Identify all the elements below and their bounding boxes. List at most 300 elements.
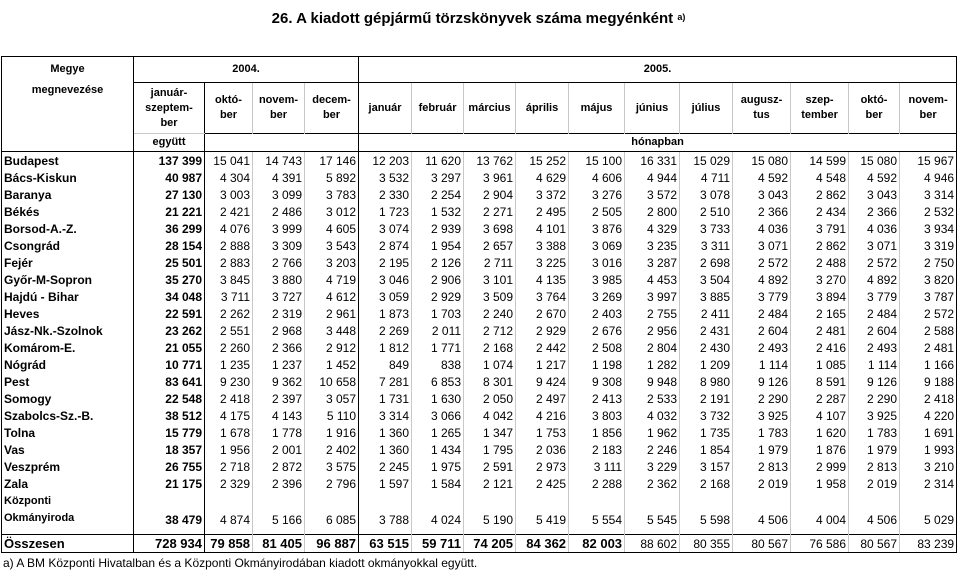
month-value: 1 979 bbox=[849, 441, 900, 458]
month-value: 3 388 bbox=[516, 237, 569, 254]
month-value: 2 183 bbox=[569, 441, 625, 458]
jan-sep-total: 10 771 bbox=[134, 356, 205, 373]
header-jan-sep: január- szeptem- ber bbox=[134, 83, 205, 134]
month-value: 3 059 bbox=[359, 288, 412, 305]
jan-sep-total: 25 501 bbox=[134, 254, 205, 271]
month-value: 3 309 bbox=[253, 237, 305, 254]
month-value: 2 168 bbox=[680, 475, 733, 492]
month-value: 4 548 bbox=[791, 169, 849, 186]
total-value: 82 003 bbox=[569, 535, 625, 553]
month-value: 2 698 bbox=[680, 254, 733, 271]
month-value: 1 993 bbox=[900, 441, 957, 458]
month-value: 849 bbox=[359, 356, 412, 373]
month-value: 2 488 bbox=[791, 254, 849, 271]
month-value: 1 597 bbox=[359, 475, 412, 492]
jan-sep-total: 34 048 bbox=[134, 288, 205, 305]
month-value: 3 066 bbox=[412, 407, 464, 424]
month-value: 2 676 bbox=[569, 322, 625, 339]
month-value: 14 599 bbox=[791, 152, 849, 170]
month-value: 2 862 bbox=[791, 186, 849, 203]
header-2005: 2005. bbox=[359, 57, 957, 83]
month-value: 2 481 bbox=[791, 322, 849, 339]
month-value: 2 246 bbox=[625, 441, 680, 458]
month-value: 1 956 bbox=[205, 441, 253, 458]
month-value: 2 366 bbox=[849, 203, 900, 220]
header-month-2005: novem- ber bbox=[900, 83, 957, 134]
month-value: 7 281 bbox=[359, 373, 412, 390]
month-value: 5 598 bbox=[680, 492, 733, 528]
month-value: 3 803 bbox=[569, 407, 625, 424]
table-row bbox=[2, 186, 957, 203]
month-value: 4 944 bbox=[625, 169, 680, 186]
month-value: 2 019 bbox=[849, 475, 900, 492]
month-value: 2 495 bbox=[516, 203, 569, 220]
table-row bbox=[2, 203, 957, 220]
month-value: 5 110 bbox=[305, 407, 359, 424]
month-value: 1 620 bbox=[791, 424, 849, 441]
month-value: 1 678 bbox=[205, 424, 253, 441]
table-row bbox=[2, 271, 957, 288]
month-value: 3 532 bbox=[359, 169, 412, 186]
month-value: 1 114 bbox=[849, 356, 900, 373]
month-value: 3 845 bbox=[205, 271, 253, 288]
month-value: 4 135 bbox=[516, 271, 569, 288]
month-value: 3 997 bbox=[625, 288, 680, 305]
table-row bbox=[2, 169, 957, 186]
month-value: 4 606 bbox=[569, 169, 625, 186]
month-value: 4 036 bbox=[733, 220, 791, 237]
header-month-2005: február bbox=[412, 83, 464, 134]
month-value: 2 493 bbox=[733, 339, 791, 356]
month-value: 2 418 bbox=[900, 390, 957, 407]
month-value: 4 506 bbox=[849, 492, 900, 528]
month-value: 2 711 bbox=[464, 254, 516, 271]
month-value: 4 506 bbox=[733, 492, 791, 528]
month-value: 2 484 bbox=[849, 305, 900, 322]
month-value: 3 876 bbox=[569, 220, 625, 237]
month-value: 2 956 bbox=[625, 322, 680, 339]
month-value: 2 939 bbox=[412, 220, 464, 237]
jan-sep-total: 137 399 bbox=[134, 152, 205, 170]
month-value: 3 225 bbox=[516, 254, 569, 271]
month-value: 1 074 bbox=[464, 356, 516, 373]
jan-sep-total: 21 175 bbox=[134, 475, 205, 492]
month-value: 9 948 bbox=[625, 373, 680, 390]
month-value: 2 973 bbox=[516, 458, 569, 475]
month-value: 3 880 bbox=[253, 271, 305, 288]
month-value: 2 874 bbox=[359, 237, 412, 254]
month-value: 2 486 bbox=[253, 203, 305, 220]
month-value: 2 813 bbox=[733, 458, 791, 475]
table-row bbox=[2, 407, 957, 424]
county-name: Tolna bbox=[2, 424, 134, 441]
month-value: 2 362 bbox=[625, 475, 680, 492]
month-value: 4 946 bbox=[900, 169, 957, 186]
header-month-2005: októ- ber bbox=[849, 83, 900, 134]
month-value: 2 271 bbox=[464, 203, 516, 220]
jan-sep-total: 35 270 bbox=[134, 271, 205, 288]
total-value: 80 567 bbox=[849, 535, 900, 553]
total-value: 96 887 bbox=[305, 535, 359, 553]
header-month-2004: októ- ber bbox=[205, 83, 253, 134]
month-value: 4 592 bbox=[849, 169, 900, 186]
month-value: 3 572 bbox=[625, 186, 680, 203]
month-value: 838 bbox=[412, 356, 464, 373]
month-value: 2 484 bbox=[733, 305, 791, 322]
month-value: 4 711 bbox=[680, 169, 733, 186]
month-value: 2 245 bbox=[359, 458, 412, 475]
total-value: 83 239 bbox=[900, 535, 957, 553]
month-value: 4 892 bbox=[733, 271, 791, 288]
month-value: 2 413 bbox=[569, 390, 625, 407]
county-name: Vas bbox=[2, 441, 134, 458]
month-value: 3 071 bbox=[733, 237, 791, 254]
month-value: 3 311 bbox=[680, 237, 733, 254]
month-value: 5 166 bbox=[253, 492, 305, 528]
month-value: 3 894 bbox=[791, 288, 849, 305]
month-value: 4 391 bbox=[253, 169, 305, 186]
month-value: 2 670 bbox=[516, 305, 569, 322]
month-value: 2 126 bbox=[412, 254, 464, 271]
month-value: 2 240 bbox=[464, 305, 516, 322]
month-value: 10 658 bbox=[305, 373, 359, 390]
county-name: Veszprém bbox=[2, 458, 134, 475]
table-row bbox=[2, 373, 957, 390]
month-value: 3 698 bbox=[464, 220, 516, 237]
header-row-units bbox=[2, 134, 957, 152]
data-table bbox=[1, 56, 957, 553]
month-value: 1 434 bbox=[412, 441, 464, 458]
month-value: 4 605 bbox=[305, 220, 359, 237]
month-value: 1 584 bbox=[412, 475, 464, 492]
month-value: 2 396 bbox=[253, 475, 305, 492]
month-value: 2 290 bbox=[849, 390, 900, 407]
month-value: 14 743 bbox=[253, 152, 305, 170]
month-value: 2 551 bbox=[205, 322, 253, 339]
county-name: Fejér bbox=[2, 254, 134, 271]
month-value: 1 856 bbox=[569, 424, 625, 441]
month-value: 3 229 bbox=[625, 458, 680, 475]
table-row bbox=[2, 475, 957, 492]
month-value: 15 029 bbox=[680, 152, 733, 170]
month-value: 1 753 bbox=[516, 424, 569, 441]
month-value: 1 282 bbox=[625, 356, 680, 373]
month-value: 2 572 bbox=[900, 305, 957, 322]
county-name: Somogy bbox=[2, 390, 134, 407]
month-value: 16 331 bbox=[625, 152, 680, 170]
month-value: 2 254 bbox=[412, 186, 464, 203]
month-value: 2 425 bbox=[516, 475, 569, 492]
month-value: 15 041 bbox=[205, 152, 253, 170]
month-value: 3 575 bbox=[305, 458, 359, 475]
month-value: 5 190 bbox=[464, 492, 516, 528]
month-value: 4 453 bbox=[625, 271, 680, 288]
jan-sep-total: 27 130 bbox=[134, 186, 205, 203]
month-value: 3 157 bbox=[680, 458, 733, 475]
month-value: 3 046 bbox=[359, 271, 412, 288]
month-value: 2 290 bbox=[733, 390, 791, 407]
county-name: Budapest bbox=[2, 152, 134, 170]
month-value: 15 252 bbox=[516, 152, 569, 170]
header-blank-2004 bbox=[205, 134, 359, 152]
month-value: 3 314 bbox=[359, 407, 412, 424]
month-value: 2 411 bbox=[680, 305, 733, 322]
month-value: 13 762 bbox=[464, 152, 516, 170]
month-value: 4 592 bbox=[733, 169, 791, 186]
month-value: 3 071 bbox=[849, 237, 900, 254]
month-value: 4 304 bbox=[205, 169, 253, 186]
county-name: Borsod-A.-Z. bbox=[2, 220, 134, 237]
month-value: 2 416 bbox=[791, 339, 849, 356]
month-value: 5 545 bbox=[625, 492, 680, 528]
jan-sep-total: 26 755 bbox=[134, 458, 205, 475]
month-value: 2 329 bbox=[205, 475, 253, 492]
county-name: Baranya bbox=[2, 186, 134, 203]
county-name: Bács-Kiskun bbox=[2, 169, 134, 186]
header-month-2005: július bbox=[680, 83, 733, 134]
month-value: 1 954 bbox=[412, 237, 464, 254]
month-value: 2 718 bbox=[205, 458, 253, 475]
month-value: 1 085 bbox=[791, 356, 849, 373]
month-value: 3 043 bbox=[733, 186, 791, 203]
month-value: 2 269 bbox=[359, 322, 412, 339]
month-value: 5 029 bbox=[900, 492, 957, 528]
jan-sep-total: 38 512 bbox=[134, 407, 205, 424]
month-value: 2 572 bbox=[733, 254, 791, 271]
month-value: 3 727 bbox=[253, 288, 305, 305]
month-value: 1 360 bbox=[359, 424, 412, 441]
month-value: 4 175 bbox=[205, 407, 253, 424]
month-value: 2 588 bbox=[900, 322, 957, 339]
month-value: 4 892 bbox=[849, 271, 900, 288]
total-value: 59 711 bbox=[412, 535, 464, 553]
header-month-2004: novem- ber bbox=[253, 83, 305, 134]
month-value: 1 114 bbox=[733, 356, 791, 373]
month-value: 2 999 bbox=[791, 458, 849, 475]
month-value: 1 778 bbox=[253, 424, 305, 441]
month-value: 9 126 bbox=[849, 373, 900, 390]
county-name: Békés bbox=[2, 203, 134, 220]
month-value: 3 787 bbox=[900, 288, 957, 305]
month-value: 9 308 bbox=[569, 373, 625, 390]
month-value: 2 366 bbox=[733, 203, 791, 220]
table-title bbox=[0, 10, 957, 28]
month-value: 9 424 bbox=[516, 373, 569, 390]
month-value: 2 288 bbox=[569, 475, 625, 492]
month-value: 4 143 bbox=[253, 407, 305, 424]
total-value: 74 205 bbox=[464, 535, 516, 553]
month-value: 2 421 bbox=[205, 203, 253, 220]
month-value: 2 036 bbox=[516, 441, 569, 458]
month-value: 3 925 bbox=[733, 407, 791, 424]
month-value: 3 783 bbox=[305, 186, 359, 203]
month-value: 1 958 bbox=[791, 475, 849, 492]
month-value: 3 269 bbox=[569, 288, 625, 305]
county-name: Komárom-E. bbox=[2, 339, 134, 356]
month-value: 11 620 bbox=[412, 152, 464, 170]
jan-sep-total: 15 779 bbox=[134, 424, 205, 441]
header-month-2005: április bbox=[516, 83, 569, 134]
month-value: 4 874 bbox=[205, 492, 253, 528]
month-value: 2 572 bbox=[849, 254, 900, 271]
month-value: 2 872 bbox=[253, 458, 305, 475]
month-value: 2 319 bbox=[253, 305, 305, 322]
month-value: 1 916 bbox=[305, 424, 359, 441]
header-blank bbox=[2, 134, 134, 152]
month-value: 3 934 bbox=[900, 220, 957, 237]
month-value: 3 101 bbox=[464, 271, 516, 288]
jan-sep-total: 40 987 bbox=[134, 169, 205, 186]
month-value: 3 276 bbox=[569, 186, 625, 203]
month-value: 4 107 bbox=[791, 407, 849, 424]
month-value: 4 612 bbox=[305, 288, 359, 305]
total-value: 79 858 bbox=[205, 535, 253, 553]
month-value: 9 188 bbox=[900, 373, 957, 390]
month-value: 4 719 bbox=[305, 271, 359, 288]
county-name: Központi Okmányiroda bbox=[2, 492, 134, 528]
month-value: 4 042 bbox=[464, 407, 516, 424]
footnote: a) A BM Központi Hivatalban és a Központi Okmányirodában kiadott okmányokkal együtt. bbox=[3, 556, 478, 570]
county-name: Szabolcs-Sz.-B. bbox=[2, 407, 134, 424]
month-value: 2 961 bbox=[305, 305, 359, 322]
header-month-2005: augusz- tus bbox=[733, 83, 791, 134]
month-value: 2 906 bbox=[412, 271, 464, 288]
county-name: Heves bbox=[2, 305, 134, 322]
month-value: 15 967 bbox=[900, 152, 957, 170]
header-month-2005: március bbox=[464, 83, 516, 134]
month-value: 15 080 bbox=[849, 152, 900, 170]
month-value: 4 220 bbox=[900, 407, 957, 424]
month-value: 1 735 bbox=[680, 424, 733, 441]
month-value: 1 703 bbox=[412, 305, 464, 322]
month-value: 9 362 bbox=[253, 373, 305, 390]
month-value: 15 080 bbox=[733, 152, 791, 170]
month-value: 3 069 bbox=[569, 237, 625, 254]
header-egyutt: együtt bbox=[134, 134, 205, 152]
month-value: 2 604 bbox=[849, 322, 900, 339]
total-value: 88 602 bbox=[625, 535, 680, 553]
month-value: 4 216 bbox=[516, 407, 569, 424]
month-value: 1 812 bbox=[359, 339, 412, 356]
month-value: 1 731 bbox=[359, 390, 412, 407]
table-row bbox=[2, 288, 957, 305]
month-value: 9 230 bbox=[205, 373, 253, 390]
month-value: 3 297 bbox=[412, 169, 464, 186]
month-value: 3 925 bbox=[849, 407, 900, 424]
month-value: 3 509 bbox=[464, 288, 516, 305]
total-row bbox=[2, 535, 957, 553]
table-row bbox=[2, 220, 957, 237]
month-value: 2 968 bbox=[253, 322, 305, 339]
table-row bbox=[2, 322, 957, 339]
title-footnote-mark: a) bbox=[677, 12, 686, 22]
month-value: 5 419 bbox=[516, 492, 569, 528]
month-value: 2 481 bbox=[900, 339, 957, 356]
month-value: 2 888 bbox=[205, 237, 253, 254]
month-value: 3 012 bbox=[305, 203, 359, 220]
month-value: 2 712 bbox=[464, 322, 516, 339]
header-row-years bbox=[2, 57, 957, 83]
month-value: 2 604 bbox=[733, 322, 791, 339]
jan-sep-total: 728 934 bbox=[134, 535, 205, 553]
month-value: 3 764 bbox=[516, 288, 569, 305]
month-value: 2 929 bbox=[412, 288, 464, 305]
table-row bbox=[2, 356, 957, 373]
month-value: 2 510 bbox=[680, 203, 733, 220]
total-value: 80 567 bbox=[733, 535, 791, 553]
month-value: 2 796 bbox=[305, 475, 359, 492]
month-value: 2 750 bbox=[900, 254, 957, 271]
month-value: 1 237 bbox=[253, 356, 305, 373]
month-value: 1 771 bbox=[412, 339, 464, 356]
jan-sep-total: 21 055 bbox=[134, 339, 205, 356]
month-value: 1 360 bbox=[359, 441, 412, 458]
month-value: 1 783 bbox=[849, 424, 900, 441]
header-row-months bbox=[2, 83, 957, 134]
month-value: 2 403 bbox=[569, 305, 625, 322]
month-value: 3 711 bbox=[205, 288, 253, 305]
month-value: 2 533 bbox=[625, 390, 680, 407]
month-value: 1 723 bbox=[359, 203, 412, 220]
table-row bbox=[2, 424, 957, 441]
month-value: 1 630 bbox=[412, 390, 464, 407]
month-value: 2 050 bbox=[464, 390, 516, 407]
month-value: 3 235 bbox=[625, 237, 680, 254]
month-value: 2 766 bbox=[253, 254, 305, 271]
month-value: 1 347 bbox=[464, 424, 516, 441]
month-value: 3 985 bbox=[569, 271, 625, 288]
month-value: 2 904 bbox=[464, 186, 516, 203]
month-value: 3 314 bbox=[900, 186, 957, 203]
month-value: 2 431 bbox=[680, 322, 733, 339]
month-value: 3 820 bbox=[900, 271, 957, 288]
month-value: 2 508 bbox=[569, 339, 625, 356]
month-value: 5 554 bbox=[569, 492, 625, 528]
header-megnevezese: megnevezése bbox=[2, 83, 134, 134]
table-row bbox=[2, 441, 957, 458]
month-value: 5 892 bbox=[305, 169, 359, 186]
month-value: 3 203 bbox=[305, 254, 359, 271]
month-value: 2 168 bbox=[464, 339, 516, 356]
total-label: Összesen bbox=[2, 535, 134, 553]
total-value: 63 515 bbox=[359, 535, 412, 553]
month-value: 3 057 bbox=[305, 390, 359, 407]
header-month-2004: decem- ber bbox=[305, 83, 359, 134]
month-value: 9 126 bbox=[733, 373, 791, 390]
month-value: 1 979 bbox=[733, 441, 791, 458]
month-value: 3 287 bbox=[625, 254, 680, 271]
table-row bbox=[2, 237, 957, 254]
month-value: 2 191 bbox=[680, 390, 733, 407]
month-value: 8 591 bbox=[791, 373, 849, 390]
month-value: 3 111 bbox=[569, 458, 625, 475]
month-value: 8 301 bbox=[464, 373, 516, 390]
month-value: 3 779 bbox=[849, 288, 900, 305]
month-value: 3 074 bbox=[359, 220, 412, 237]
jan-sep-total: 38 479 bbox=[134, 492, 205, 528]
county-name: Csongrád bbox=[2, 237, 134, 254]
month-value: 2 804 bbox=[625, 339, 680, 356]
month-value: 2 262 bbox=[205, 305, 253, 322]
month-value: 4 076 bbox=[205, 220, 253, 237]
month-value: 2 430 bbox=[680, 339, 733, 356]
month-value: 3 999 bbox=[253, 220, 305, 237]
county-name: Pest bbox=[2, 373, 134, 390]
month-value: 3 961 bbox=[464, 169, 516, 186]
month-value: 12 203 bbox=[359, 152, 412, 170]
jan-sep-total: 22 548 bbox=[134, 390, 205, 407]
jan-sep-total: 23 262 bbox=[134, 322, 205, 339]
